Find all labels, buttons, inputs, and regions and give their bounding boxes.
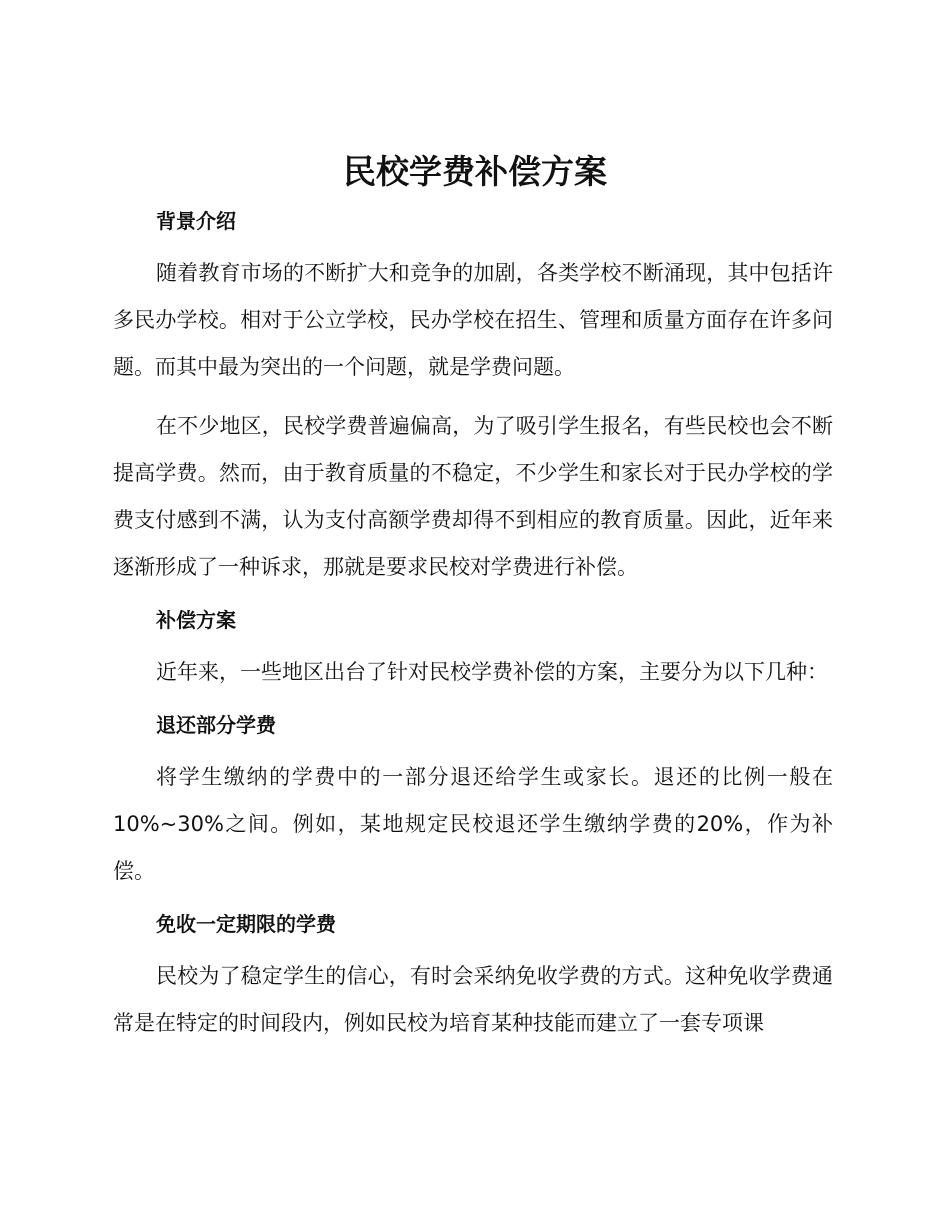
- section-heading-partial-refund: 退还部分学费: [156, 713, 276, 737]
- section-heading-fee-waiver: 免收一定期限的学费: [156, 912, 336, 936]
- paragraph: 在不少地区，民校学费普遍偏高，为了吸引学生报名，有些民校也会不断提高学费。然而，由于教育质量的不稳定，不少学生和家长对于民办学校的学费支付感到不满，认为支付高额学费却得不到相应的教育质量。因此，近年来逐渐形成了一种诉求，那就是要求民校对学费进行补偿。: [113, 414, 833, 579]
- section-heading-compensation-plan: 补偿方案: [156, 608, 236, 632]
- paragraph: 随着教育市场的不断扩大和竞争的加剧，各类学校不断涌现，其中包括许多民办学校。相对于公立学校，民办学校在招生、管理和质量方面存在许多问题。而其中最为突出的一个问题，就是学费问题。: [113, 261, 833, 379]
- document-title: 民校学费补偿方案: [343, 152, 607, 191]
- section-heading-background: 背景介绍: [156, 209, 236, 233]
- paragraph: 将学生缴纳的学费中的一部分退还给学生或家长。退还的比例一般在10%~30%之间。例如，某地规定民校退还学生缴纳学费的20%，作为补偿。: [113, 765, 833, 883]
- paragraph: 近年来，一些地区出台了针对民校学费补偿的方案，主要分为以下几种：: [156, 660, 828, 684]
- paragraph: 民校为了稳定学生的信心，有时会采纳免收学费的方式。这种免收学费通常是在特定的时间段内，例如民校为培育某种技能而建立了一套专项课: [113, 964, 833, 1035]
- document-body: [113, 204, 833, 1059]
